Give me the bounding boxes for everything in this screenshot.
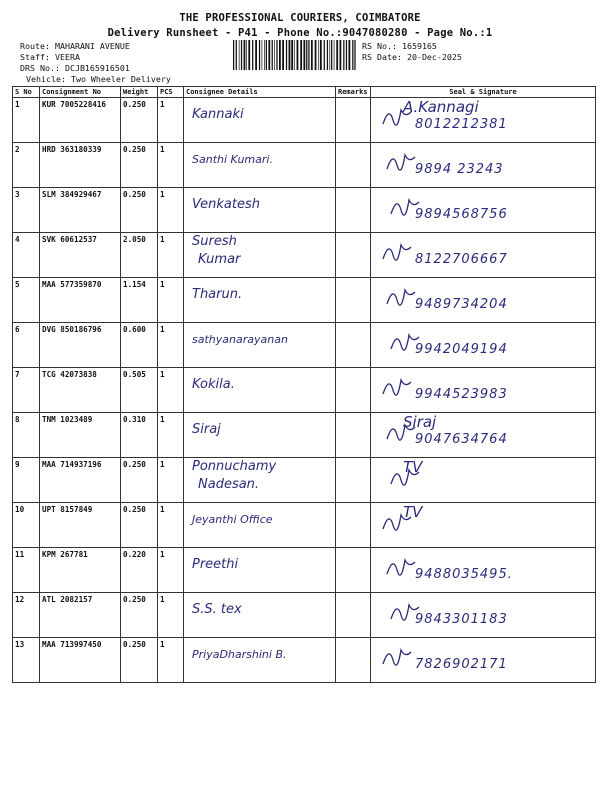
pcs-value: 1 bbox=[158, 233, 184, 278]
consignee-cell bbox=[184, 593, 336, 638]
remarks-cell bbox=[336, 548, 371, 593]
signature-cell bbox=[371, 413, 596, 458]
consignment-number: MAA 714937196 bbox=[40, 458, 121, 503]
consignee-cell bbox=[184, 323, 336, 368]
consignee-cell bbox=[184, 413, 336, 458]
staff-text: Staff: VEERA bbox=[20, 52, 80, 62]
signature-cell bbox=[371, 233, 596, 278]
row-sno: 11 bbox=[13, 548, 40, 593]
row-sno: 7 bbox=[13, 368, 40, 413]
consignment-number: MAA 713997450 bbox=[40, 638, 121, 683]
barcode-icon bbox=[233, 40, 357, 70]
col-header-consignee: Consignee Details bbox=[184, 87, 336, 98]
signature-cell bbox=[371, 503, 596, 548]
weight-value: 0.600 bbox=[121, 323, 158, 368]
remarks-cell bbox=[336, 503, 371, 548]
remarks-cell bbox=[336, 143, 371, 188]
remarks-cell bbox=[336, 638, 371, 683]
table-row bbox=[13, 593, 596, 638]
signature-cell bbox=[371, 368, 596, 413]
pcs-value: 1 bbox=[158, 188, 184, 233]
consignee-name: PriyaDharshini B. bbox=[192, 648, 287, 661]
table-row bbox=[13, 503, 596, 548]
signature-cell bbox=[371, 548, 596, 593]
signature-phone: 9894 23243 bbox=[415, 162, 504, 177]
signature-phone: 8122706667 bbox=[415, 252, 508, 267]
remarks-cell bbox=[336, 593, 371, 638]
row-sno: 1 bbox=[13, 98, 40, 143]
consignment-number: UPT 8157849 bbox=[40, 503, 121, 548]
signature-cell bbox=[371, 323, 596, 368]
signature-cell bbox=[371, 188, 596, 233]
consignee-name: Tharun. bbox=[192, 287, 243, 302]
table-row bbox=[13, 413, 596, 458]
consignee-name: Jeyanthi Office bbox=[192, 513, 273, 526]
consignee-name: sathyanarayanan bbox=[192, 333, 288, 346]
vehicle-text: Vehicle: Two Wheeler Delivery bbox=[26, 74, 171, 84]
remarks-cell bbox=[336, 188, 371, 233]
signature-phone: 9488035495. bbox=[415, 567, 513, 582]
runsheet-table bbox=[12, 86, 596, 683]
consignee-name: S.S. tex bbox=[192, 602, 242, 617]
col-header-sno: S No bbox=[13, 87, 40, 98]
pcs-value: 1 bbox=[158, 458, 184, 503]
weight-value: 0.250 bbox=[121, 593, 158, 638]
table-row bbox=[13, 143, 596, 188]
signature-phone: 9843301183 bbox=[415, 612, 508, 627]
weight-value: 0.250 bbox=[121, 503, 158, 548]
weight-value: 0.250 bbox=[121, 188, 158, 233]
consignee-cell bbox=[184, 233, 336, 278]
drs-number: DRS No.: DCJB165916501 bbox=[20, 63, 130, 73]
signature-name: Siraj bbox=[403, 413, 437, 431]
consignee-name: Preethi bbox=[192, 557, 239, 572]
col-header-remarks: Remarks bbox=[336, 87, 371, 98]
consignment-number: KUR 7005228416 bbox=[40, 98, 121, 143]
consignee-cell bbox=[184, 98, 336, 143]
consignee-cell bbox=[184, 638, 336, 683]
weight-value: 0.250 bbox=[121, 458, 158, 503]
consignee-name: Santhi Kumari. bbox=[192, 153, 273, 166]
weight-value: 1.154 bbox=[121, 278, 158, 323]
consignment-number: SLM 384929467 bbox=[40, 188, 121, 233]
route-text: Route: MAHARANI AVENUE bbox=[20, 41, 130, 51]
row-sno: 13 bbox=[13, 638, 40, 683]
row-sno: 9 bbox=[13, 458, 40, 503]
consignee-cell bbox=[184, 188, 336, 233]
table-header-row bbox=[13, 87, 596, 98]
weight-value: 0.310 bbox=[121, 413, 158, 458]
signature-cell bbox=[371, 638, 596, 683]
table-row bbox=[13, 323, 596, 368]
row-sno: 10 bbox=[13, 503, 40, 548]
consignee-name: Suresh bbox=[192, 234, 237, 249]
signature-cell bbox=[371, 593, 596, 638]
col-header-weight: Weight bbox=[121, 87, 158, 98]
pcs-value: 1 bbox=[158, 323, 184, 368]
signature-phone: 9047634764 bbox=[415, 432, 508, 447]
pcs-value: 1 bbox=[158, 503, 184, 548]
consignee-cell bbox=[184, 548, 336, 593]
company-title: THE PROFESSIONAL COURIERS, COIMBATORE bbox=[179, 12, 421, 24]
signature-phone: 9942049194 bbox=[415, 342, 508, 357]
consignment-number: SVK 60612537 bbox=[40, 233, 121, 278]
signature-phone: 9894568756 bbox=[415, 207, 508, 222]
pcs-value: 1 bbox=[158, 548, 184, 593]
table-row bbox=[13, 278, 596, 323]
row-sno: 5 bbox=[13, 278, 40, 323]
rs-date: RS Date: 20-Dec-2025 bbox=[362, 52, 462, 62]
weight-value: 2.050 bbox=[121, 233, 158, 278]
table-row bbox=[13, 188, 596, 233]
pcs-value: 1 bbox=[158, 278, 184, 323]
weight-value: 0.250 bbox=[121, 638, 158, 683]
col-header-signature: Seal & Signature bbox=[371, 87, 596, 98]
col-header-pcs: PCS bbox=[158, 87, 184, 98]
rs-number: RS No.: 1659165 bbox=[362, 41, 437, 51]
signature-phone: 9489734204 bbox=[415, 297, 508, 312]
pcs-value: 1 bbox=[158, 368, 184, 413]
col-header-consignment: Consignment No bbox=[40, 87, 121, 98]
consignee-cell bbox=[184, 368, 336, 413]
pcs-value: 1 bbox=[158, 143, 184, 188]
row-sno: 6 bbox=[13, 323, 40, 368]
table-row bbox=[13, 638, 596, 683]
remarks-cell bbox=[336, 413, 371, 458]
consignment-number: TNM 1023489 bbox=[40, 413, 121, 458]
weight-value: 0.505 bbox=[121, 368, 158, 413]
consignment-number: ATL 2082157 bbox=[40, 593, 121, 638]
pcs-value: 1 bbox=[158, 593, 184, 638]
row-sno: 3 bbox=[13, 188, 40, 233]
signature-phone: 7826902171 bbox=[415, 657, 508, 672]
pcs-value: 1 bbox=[158, 98, 184, 143]
consignee-name: Ponnuchamy bbox=[192, 459, 277, 474]
signature-name: A.Kannagi bbox=[403, 98, 479, 116]
consignment-number: TCG 42073838 bbox=[40, 368, 121, 413]
consignee-name-line2: Nadesan. bbox=[198, 477, 260, 492]
consignee-cell bbox=[184, 278, 336, 323]
consignee-name-line2: Kumar bbox=[198, 252, 241, 267]
row-sno: 12 bbox=[13, 593, 40, 638]
table-row bbox=[13, 368, 596, 413]
signature-cell bbox=[371, 98, 596, 143]
signature-phone: 8012212381 bbox=[415, 117, 508, 132]
signature-cell bbox=[371, 278, 596, 323]
remarks-cell bbox=[336, 98, 371, 143]
consignment-number: KPM 267781 bbox=[40, 548, 121, 593]
pcs-value: 1 bbox=[158, 638, 184, 683]
remarks-cell bbox=[336, 368, 371, 413]
table-row bbox=[13, 98, 596, 143]
table-row bbox=[13, 548, 596, 593]
pcs-value: 1 bbox=[158, 413, 184, 458]
signature-phone: 9944523983 bbox=[415, 387, 508, 402]
weight-value: 0.250 bbox=[121, 98, 158, 143]
remarks-cell bbox=[336, 278, 371, 323]
runsheet-subtitle: Delivery Runsheet - P41 - Phone No.:9047080280 - Page No.:1 bbox=[107, 27, 493, 39]
consignee-name: Kannaki bbox=[192, 107, 244, 122]
row-sno: 4 bbox=[13, 233, 40, 278]
row-sno: 8 bbox=[13, 413, 40, 458]
consignee-name: Siraj bbox=[192, 422, 221, 437]
consignee-cell bbox=[184, 503, 336, 548]
table-row bbox=[13, 458, 596, 503]
consignment-number: MAA 577359870 bbox=[40, 278, 121, 323]
signature-name: TV bbox=[403, 458, 423, 476]
signature-cell bbox=[371, 143, 596, 188]
signature-cell bbox=[371, 458, 596, 503]
consignee-name: Kokila. bbox=[192, 377, 235, 392]
consignee-cell bbox=[184, 458, 336, 503]
signature-name: TV bbox=[403, 503, 423, 521]
weight-value: 0.250 bbox=[121, 143, 158, 188]
weight-value: 0.220 bbox=[121, 548, 158, 593]
consignee-name: Venkatesh bbox=[192, 197, 260, 212]
consignment-number: HRD 363180339 bbox=[40, 143, 121, 188]
remarks-cell bbox=[336, 233, 371, 278]
row-sno: 2 bbox=[13, 143, 40, 188]
consignee-cell bbox=[184, 143, 336, 188]
table-row bbox=[13, 233, 596, 278]
consignment-number: DVG 850186796 bbox=[40, 323, 121, 368]
remarks-cell bbox=[336, 323, 371, 368]
remarks-cell bbox=[336, 458, 371, 503]
